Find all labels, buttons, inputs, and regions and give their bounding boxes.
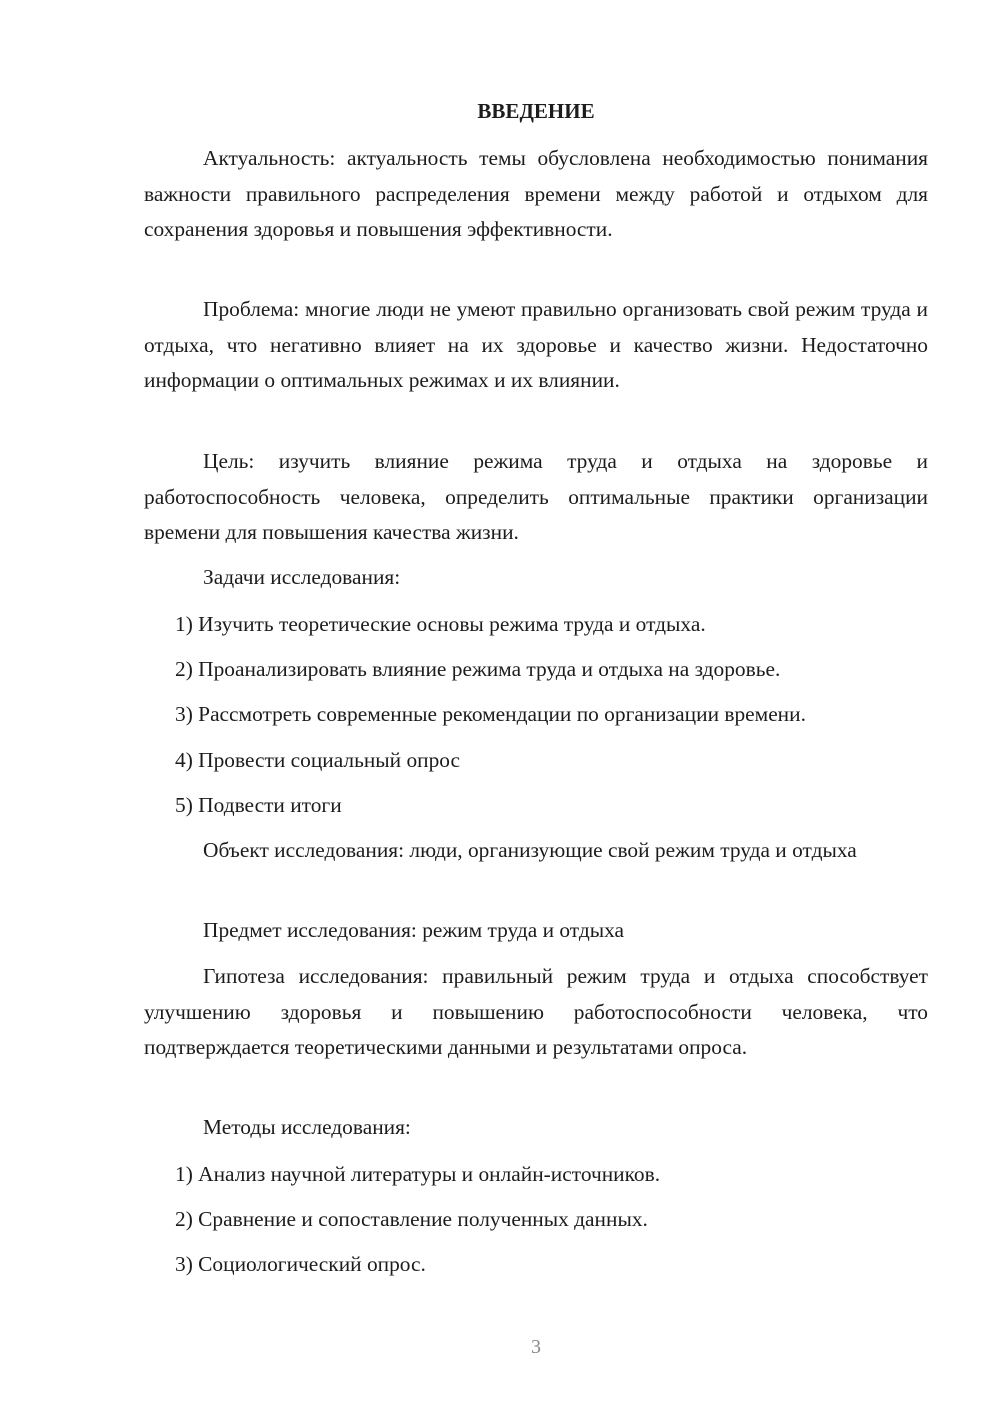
method-item-3: 3) Социологический опрос.: [175, 1252, 426, 1276]
problem-paragraph: Проблема: многие люди не умеют правильно организовать свой режим труда и отдыха, что негативно влияет на их здоровье и качество жизни. Недостаточно информации о оптимальных режимах и их влиянии.: [144, 297, 928, 392]
subject-paragraph: Предмет исследования: режим труда и отдыха: [203, 918, 625, 942]
task-item-1: 1) Изучить теоретические основы режима труда и отдыха.: [175, 612, 706, 636]
task-item-3: 3) Рассмотреть современные рекомендации по организации времени.: [175, 702, 806, 726]
tasks-heading: Задачи исследования:: [203, 565, 401, 589]
task-item-4: 4) Провести социальный опрос: [175, 748, 461, 772]
task-item-2: 2) Проанализировать влияние режима труда и отдыха на здоровье.: [175, 657, 781, 681]
method-item-2: 2) Сравнение и сопоставление полученных данных.: [175, 1207, 648, 1231]
document-page: [144, 0, 928, 1414]
task-item-5: 5) Подвести итоги: [175, 793, 342, 817]
page-number: 3: [531, 1336, 541, 1358]
hypothesis-paragraph: Гипотеза исследования: правильный режим труда и отдыха способствует улучшению здоровья и повышению работоспособности человека, что подтверждается теоретическими данными и результатами опроса.: [144, 964, 928, 1059]
method-item-1: 1) Анализ научной литературы и онлайн-источников.: [175, 1162, 661, 1186]
methods-heading: Методы исследования:: [203, 1115, 411, 1139]
goal-paragraph: Цель: изучить влияние режима труда и отдыха на здоровье и работоспособность человека, определить оптимальные практики организации времени для повышения качества жизни.: [144, 449, 928, 544]
relevance-paragraph: Актуальность: актуальность темы обусловлена необходимостью понимания важности правильного распределения времени между работой и отдыхом для сохранения здоровья и повышения эффективности.: [144, 146, 928, 241]
object-paragraph: Объект исследования: люди, организующие свой режим труда и отдыха: [203, 838, 857, 862]
section-title: ВВЕДЕНИЕ: [477, 99, 595, 123]
